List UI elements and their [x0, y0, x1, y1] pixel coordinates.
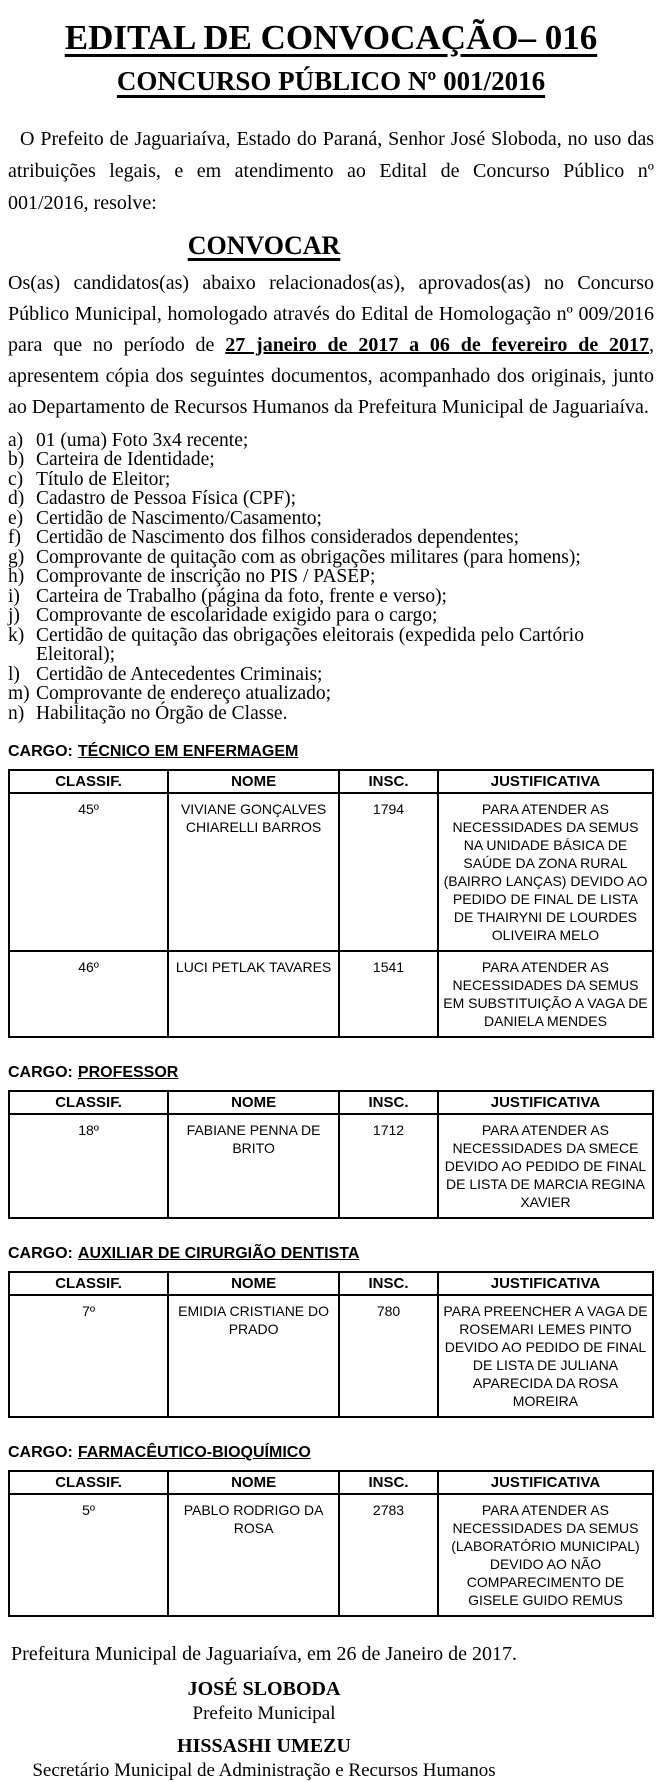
cell-justificativa: PARA PREENCHER A VAGA DE ROSEMARI LEMES PINTO DEVIDO AO PEDIDO DE FINAL DE LISTA DE JULIANA APARECIDA DA ROSA MOREIRA	[438, 1295, 653, 1417]
list-item-text: Certidão de quitação das obrigações eleitorais (expedida pelo Cartório Eleitoral);	[36, 624, 584, 666]
list-item-text: 01 (uma) Foto 3x4 recente;	[36, 429, 249, 451]
list-item-marker: h)	[8, 566, 25, 588]
list-item-text: Título de Eleitor;	[36, 468, 171, 490]
cell-classif: 18º	[9, 1114, 168, 1218]
list-item-text: Certidão de Nascimento/Casamento;	[36, 507, 322, 529]
cargo-section-tecnico-em-enfermagem	[8, 743, 654, 1038]
body-text-before: Os(as) candidatos(as) abaixo relacionados(as), aprovados(as) no Concurso Público Municipal, homologado através do Edital de Homologação nº 009/2016 para que no período de	[8, 271, 654, 356]
table-header-row	[9, 770, 653, 793]
convocation-table	[8, 1470, 654, 1617]
list-item	[8, 548, 654, 568]
table-row	[9, 951, 653, 1037]
cargo-label: CARGO:	[8, 1064, 73, 1082]
cargo-heading	[8, 1245, 654, 1263]
cell-justificativa: PARA ATENDER AS NECESSIDADES DA SEMUS (LABORATÓRIO MUNICIPAL) DEVIDO AO NÃO COMPARECIMENTO DE GISELE GUIDO REMUS	[438, 1494, 653, 1616]
cell-insc: 1712	[339, 1114, 438, 1218]
cargo-label: CARGO:	[8, 1444, 73, 1462]
list-item	[8, 626, 654, 665]
signature-block-prefeito	[8, 1678, 520, 1725]
document-title	[8, 16, 654, 60]
cell-classif: 45º	[9, 793, 168, 951]
cargo-heading	[8, 743, 654, 761]
list-item-text: Habilitação no Órgão de Classe.	[36, 702, 288, 724]
header-justificativa: JUSTIFICATIVA	[438, 1272, 653, 1295]
cargo-section-professor	[8, 1064, 654, 1219]
signature-title: Prefeito Municipal	[192, 1703, 336, 1725]
cargo-section-auxiliar-de-cirurgiao-dentista	[8, 1245, 654, 1418]
cell-insc: 1541	[339, 951, 438, 1037]
table-header-row	[9, 1272, 653, 1295]
header-justificativa: JUSTIFICATIVA	[438, 770, 653, 793]
list-item-marker: g)	[8, 546, 25, 568]
cell-nome: PABLO RODRIGO DA ROSA	[168, 1494, 339, 1616]
list-item	[8, 606, 654, 626]
list-item-marker: e)	[8, 507, 24, 529]
required-documents-list	[8, 431, 654, 724]
convocar-heading-text: CONVOCAR	[187, 230, 341, 260]
header-classif: CLASSIF.	[9, 1091, 168, 1114]
body-period-highlight: 27 janeiro de 2017 a 06 de fevereiro de 2017	[225, 333, 649, 356]
list-item-marker: f)	[8, 527, 21, 549]
signature-block-secretario	[8, 1735, 520, 1782]
list-item	[8, 450, 654, 470]
body-text-after: , apresentem cópia dos seguintes documentos, acompanhado dos originais, junto ao Departamento de Recursos Humanos da Prefeitura Municipal de Jaguariaíva.	[8, 333, 654, 418]
list-item-marker: m)	[8, 683, 30, 705]
cell-classif: 5º	[9, 1494, 168, 1616]
cargo-heading	[8, 1064, 654, 1082]
header-classif: CLASSIF.	[9, 770, 168, 793]
convocation-table	[8, 1090, 654, 1219]
list-item-text: Comprovante de quitação com as obrigações militares (para homens);	[36, 546, 581, 568]
cell-justificativa: PARA ATENDER AS NECESSIDADES DA SEMUS EM SUBSTITUIÇÃO A VAGA DE DANIELA MENDES	[438, 951, 653, 1037]
table-row	[9, 793, 653, 951]
list-item-marker: d)	[8, 488, 25, 510]
header-classif: CLASSIF.	[9, 1272, 168, 1295]
list-item	[8, 587, 654, 607]
list-item	[8, 528, 654, 548]
cell-insc: 2783	[339, 1494, 438, 1616]
footer-block	[8, 1643, 520, 1782]
table-header-row	[9, 1471, 653, 1494]
convocar-heading-block	[8, 229, 520, 263]
signature-name: HISSASHI UMEZU	[177, 1735, 351, 1758]
list-item-marker: j)	[8, 605, 20, 627]
convocar-heading	[8, 229, 520, 263]
cell-classif: 7º	[9, 1295, 168, 1417]
cargo-name: TÉCNICO EM ENFERMAGEM	[77, 743, 299, 761]
document-subtitle	[8, 64, 654, 99]
intro-paragraph: O Prefeito de Jaguariaíva, Estado do Paraná, Senhor José Sloboda, no uso das atribuições legais, e em atendimento ao Edital de Concurso Público nº 001/2016, resolve:	[8, 127, 654, 214]
list-item-text: Comprovante de inscrição no PIS / PASEP;	[36, 566, 376, 588]
convocation-table	[8, 769, 654, 1038]
cargo-name: PROFESSOR	[77, 1064, 179, 1082]
cell-justificativa: PARA ATENDER AS NECESSIDADES DA SMECE DEVIDO AO PEDIDO DE FINAL DE LISTA DE MARCIA REGINA XAVIER	[438, 1114, 653, 1218]
convocation-table	[8, 1271, 654, 1418]
list-item-text: Certidão de Antecedentes Criminais;	[36, 663, 323, 685]
list-item-marker: b)	[8, 449, 25, 471]
list-item	[8, 509, 654, 529]
cell-justificativa: PARA ATENDER AS NECESSIDADES DA SEMUS NA UNIDADE BÁSICA DE SAÚDE DA ZONA RURAL (BAIRRO LANÇAS) DEVIDO AO PEDIDO DE FINAL DE LISTA DE THAIRYNI DE LOURDES OLIVEIRA MELO	[438, 793, 653, 951]
table-row	[9, 1114, 653, 1218]
header-insc: INSC.	[339, 1272, 438, 1295]
header-nome: NOME	[168, 1091, 339, 1114]
list-item-text: Cadastro de Pessoa Física (CPF);	[36, 488, 296, 510]
list-item	[8, 470, 654, 490]
footer-date-line: Prefeitura Municipal de Jaguariaíva, em 26 de Janeiro de 2017.	[11, 1643, 517, 1666]
cell-insc: 1794	[339, 793, 438, 951]
body-paragraph	[8, 268, 654, 423]
list-item	[8, 684, 654, 704]
cargo-label: CARGO:	[8, 1245, 73, 1263]
cargo-label: CARGO:	[8, 743, 73, 761]
cell-classif: 46º	[9, 951, 168, 1037]
list-item	[8, 665, 654, 685]
cargo-heading	[8, 1444, 654, 1462]
header-nome: NOME	[168, 1272, 339, 1295]
header-insc: INSC.	[339, 1471, 438, 1494]
list-item-text: Comprovante de escolaridade exigido para o cargo;	[36, 605, 438, 627]
list-item-marker: i)	[8, 585, 20, 607]
cargo-name: AUXILIAR DE CIRURGIÃO DENTISTA	[77, 1245, 360, 1263]
header-classif: CLASSIF.	[9, 1471, 168, 1494]
cargo-section-farmaceutico-bioquimico	[8, 1444, 654, 1617]
list-item	[8, 431, 654, 451]
header-justificativa: JUSTIFICATIVA	[438, 1471, 653, 1494]
table-header-row	[9, 1091, 653, 1114]
list-item-text: Carteira de Identidade;	[36, 449, 215, 471]
list-item	[8, 489, 654, 509]
header-justificativa: JUSTIFICATIVA	[438, 1091, 653, 1114]
list-item-text: Carteira de Trabalho (página da foto, frente e verso);	[36, 585, 447, 607]
list-item	[8, 567, 654, 587]
table-row	[9, 1494, 653, 1616]
header-nome: NOME	[168, 1471, 339, 1494]
signature-title: Secretário Municipal de Administração e Recursos Humanos	[32, 1760, 496, 1782]
header-insc: INSC.	[339, 1091, 438, 1114]
list-item-marker: k)	[8, 624, 25, 646]
cell-insc: 780	[339, 1295, 438, 1417]
table-row	[9, 1295, 653, 1417]
list-item-marker: n)	[8, 702, 25, 724]
cell-nome: LUCI PETLAK TAVARES	[168, 951, 339, 1037]
list-item-marker: a)	[8, 429, 24, 451]
cell-nome: EMIDIA CRISTIANE DO PRADO	[168, 1295, 339, 1417]
document-title-text: EDITAL DE CONVOCAÇÃO– 016	[64, 18, 598, 57]
list-item-marker: c)	[8, 468, 24, 490]
list-item-text: Certidão de Nascimento dos filhos considerados dependentes;	[36, 527, 520, 549]
list-item-text: Comprovante de endereço atualizado;	[36, 683, 332, 705]
cargo-name: FARMACÊUTICO-BIOQUÍMICO	[77, 1444, 311, 1462]
list-item	[8, 704, 654, 724]
signature-name: JOSÉ SLOBODA	[187, 1678, 341, 1701]
header-insc: INSC.	[339, 770, 438, 793]
list-item-marker: l)	[8, 663, 20, 685]
cell-nome: FABIANE PENNA DE BRITO	[168, 1114, 339, 1218]
document-subtitle-text: CONCURSO PÚBLICO Nº 001/2016	[116, 65, 546, 96]
cell-nome: VIVIANE GONÇALVES CHIARELLI BARROS	[168, 793, 339, 951]
header-nome: NOME	[168, 770, 339, 793]
